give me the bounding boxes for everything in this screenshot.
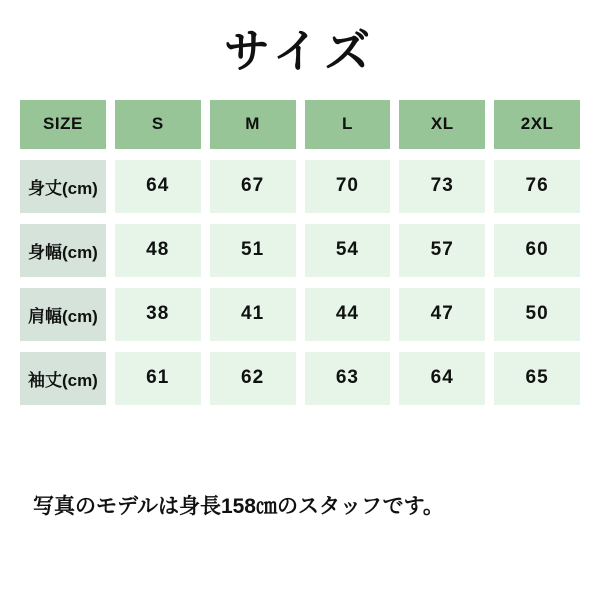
column-header-s: S: [115, 100, 201, 149]
table-cell: 47: [399, 288, 485, 341]
row-label-body-length: 身丈(cm): [20, 160, 106, 213]
model-height-note: 写真のモデルは身長158㎝のスタッフです。: [33, 495, 444, 518]
table-cell: 50: [494, 288, 580, 341]
row-label-sleeve-length: 袖丈(cm): [20, 352, 106, 405]
table-cell: 60: [494, 224, 580, 277]
column-header-m: M: [210, 100, 296, 149]
table-cell: 67: [210, 160, 296, 213]
table-cell: 57: [399, 224, 485, 277]
row-label-body-width: 身幅(cm): [20, 224, 106, 277]
table-cell: 62: [210, 352, 296, 405]
table-cell: 65: [494, 352, 580, 405]
column-header-2xl: 2XL: [494, 100, 580, 149]
column-header-size: SIZE: [20, 100, 106, 149]
table-cell: 61: [115, 352, 201, 405]
table-cell: 41: [210, 288, 296, 341]
column-header-l: L: [305, 100, 391, 149]
table-cell: 44: [305, 288, 391, 341]
table-cell: 48: [115, 224, 201, 277]
row-label-shoulder-width: 肩幅(cm): [20, 288, 106, 341]
table-cell: 63: [305, 352, 391, 405]
table-cell: 70: [305, 160, 391, 213]
size-table: [20, 100, 580, 405]
page-title: サイズ: [223, 25, 377, 77]
table-cell: 54: [305, 224, 391, 277]
size-chart-page: [0, 22, 600, 600]
table-cell: 73: [399, 160, 485, 213]
table-cell: 38: [115, 288, 201, 341]
table-cell: 64: [115, 160, 201, 213]
table-cell: 51: [210, 224, 296, 277]
column-header-xl: XL: [399, 100, 485, 149]
table-cell: 64: [399, 352, 485, 405]
table-cell: 76: [494, 160, 580, 213]
